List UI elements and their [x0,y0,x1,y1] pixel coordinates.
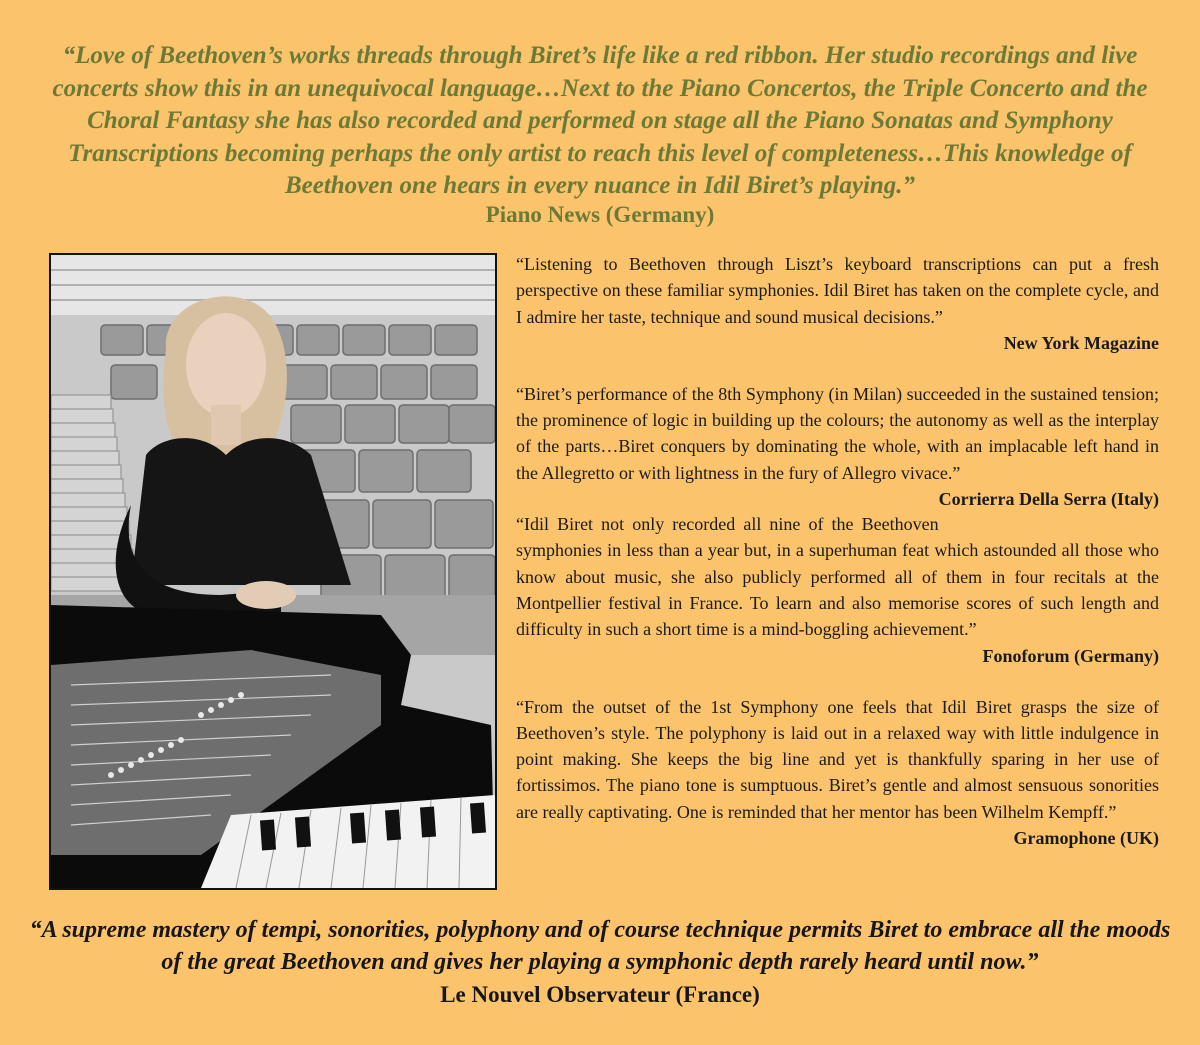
review-source: Gramophone (UK) [1013,828,1159,849]
review-text: “Listening to Beethoven through Liszt’s keyboard transcriptions can put a fresh perspective on these familiar symphonies. Idil Biret has taken on the complete cycle, and I admire her taste, technique and sound musical decisions.” [516,254,1159,327]
review-body: “Biret’s performance of the 8th Symphony (in Milan) succeeded in the sustained tension; the prominence of logic in building up the colours; the autonomy as well as the interplay of the parts…Biret conquers by dominating the whole, with an implacable left hand in the Allegretto or with lightness in the fury of Allegro vivace.” [516,383,1159,483]
pianist-photo [49,253,497,890]
review-text [516,694,1159,849]
review-source: New York Magazine [1003,332,1159,353]
review-source: Fonoforum (Germany) [982,645,1159,666]
review-source: Corrierra Della Serra (Italy) [938,489,1159,510]
top-quote-source: Piano News (Germany) [485,202,715,227]
bottom-quote-source: Le Nouvel Observateur (France) [440,982,760,1007]
review-text [516,381,1159,510]
review-body: “From the outset of the 1st Symphony one feels that Idil Biret grasps the size of Beethoven’s style. The polyphony is laid out in a relaxed way with little indulgence in point making. She keeps the big line and yet is thankfully sparing in her use of fortissimos. The piano tone is sumptuous. Biret’s gentle and almost sensuous sonorities are really captivating. One is reminded that her mentor has been Wilhelm Kempff.” [516,696,1159,822]
top-quote: “Love of Beethoven’s works threads through Biret’s life like a red ribbon. Her studio recordings and live concerts show this in an unequivocal language…Next to the Piano Concertos, the Triple Concerto and the Choral Fantasy she has also recorded and performed on stage all the Piano Sonatas and Symphony Transcriptions becoming perhaps the only artist to reach this level of completeness…This knowledge of Beethoven one hears in every nuance in Idil Biret’s playing.” [52,42,1148,199]
bottom-quote: “A supreme mastery of tempi, sonorities, polyphony and of course technique permits Biret to embrace all the moods of the great Beethoven and gives her playing a symphonic depth rarely heard until now.” [29,917,1171,975]
reviews-column [516,251,1159,851]
review-text: “Idil Biret not only recorded all nine of the Beethoven symphonies in less than a year but, in a superhuman feat which astounded all those who know about music, she also publicly performed all of them in four recitals at the Montpellier festival in France. To learn and also memorise scores of such length and difficulty in such a short time is a mind-boggling achievement.” [516,514,1159,640]
